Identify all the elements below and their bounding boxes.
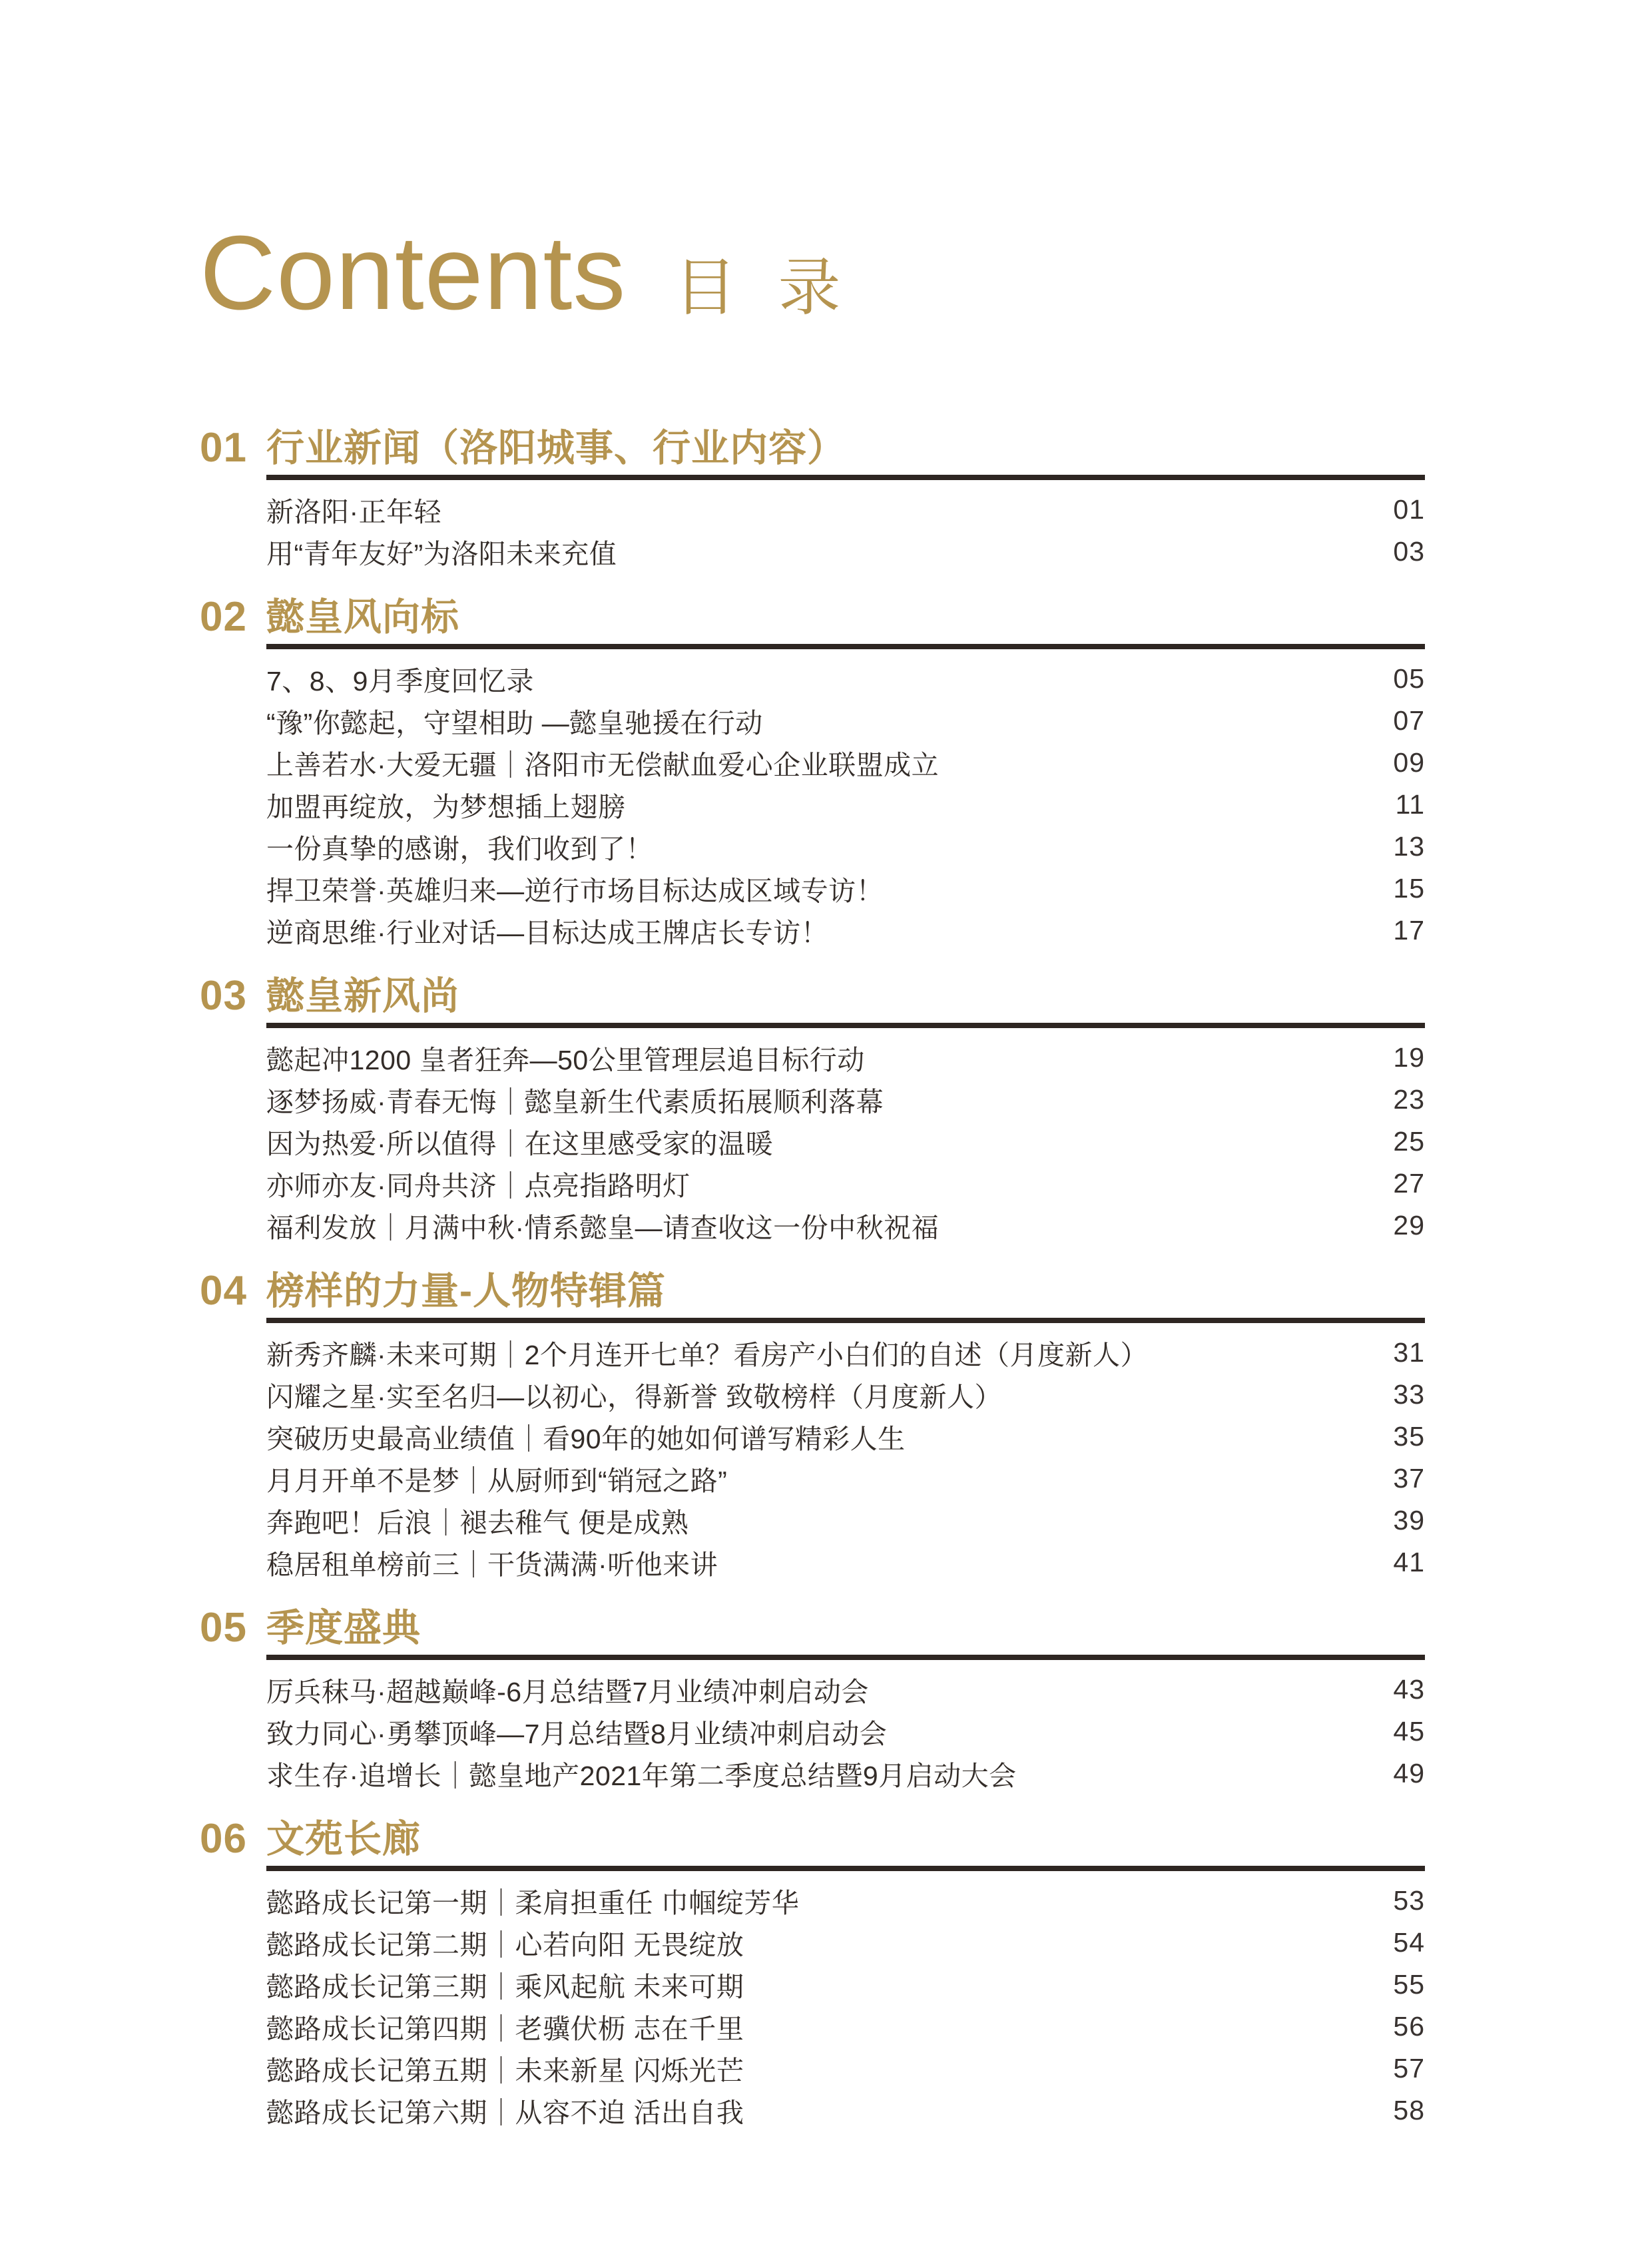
- toc-entry: [266, 1416, 1425, 1458]
- section-divider: [266, 1318, 1425, 1323]
- entry-page-number: 41: [1393, 1547, 1425, 1577]
- toc-entry: [266, 700, 1425, 742]
- entry-title: 逆商思维·行业对话—目标达成王牌店长专访！: [266, 918, 829, 948]
- section-heading: [200, 594, 1425, 640]
- toc-entry: [266, 742, 1425, 784]
- toc-sections: [200, 427, 1425, 2131]
- entry-title: 因为热爱·所以值得｜在这里感受家的温暖: [266, 1129, 774, 1159]
- section-heading: [200, 1607, 1425, 1649]
- toc-entry: [266, 1037, 1425, 1079]
- toc-section: [200, 1607, 1425, 1795]
- toc-entry: [266, 1964, 1425, 2006]
- section-items: [266, 658, 1425, 952]
- section-number: 02: [200, 594, 247, 640]
- toc-entry: [266, 1711, 1425, 1753]
- entry-title: 上善若水·大爱无疆｜洛阳市无偿献血爱心企业联盟成立: [266, 750, 940, 780]
- entry-page-number: 39: [1393, 1505, 1425, 1536]
- section-heading: [200, 427, 1425, 469]
- entry-title: “豫”你懿起，守望相助 —懿皇驰援在行动: [266, 708, 763, 738]
- page-title: [200, 214, 1425, 332]
- section-title: 行业新闻（洛阳城事、行业内容）: [266, 427, 846, 469]
- entry-page-number: 27: [1393, 1168, 1425, 1199]
- entry-page-number: 23: [1393, 1084, 1425, 1115]
- entry-title: 懿路成长记第六期｜从容不迫 活出自我: [266, 2098, 744, 2128]
- entry-title: 用“青年友好”为洛阳未来充值: [266, 539, 617, 569]
- toc-entry: [266, 1121, 1425, 1163]
- entry-page-number: 25: [1393, 1126, 1425, 1157]
- entry-title: 稳居租单榜前三｜干货满满·听他来讲: [266, 1549, 718, 1580]
- entry-title: 闪耀之星·实至名归—以初心，得新誉 致敬榜样（月度新人）: [266, 1382, 1003, 1412]
- section-title: 懿皇风向标: [266, 596, 459, 639]
- toc-header: [200, 214, 1425, 332]
- toc-entry: [266, 1079, 1425, 1121]
- entry-page-number: 56: [1393, 2011, 1425, 2042]
- section-items: [266, 1669, 1425, 1795]
- section-items: [266, 1332, 1425, 1583]
- entry-page-number: 15: [1393, 873, 1425, 904]
- section-divider: [266, 475, 1425, 480]
- entry-page-number: 43: [1393, 1674, 1425, 1705]
- toc-entry: [266, 1500, 1425, 1541]
- entry-page-number: 54: [1393, 1927, 1425, 1958]
- entry-title: 突破历史最高业绩值｜看90年的她如何谱写精彩人生: [266, 1424, 906, 1454]
- toc-entry: [266, 1541, 1425, 1583]
- entry-page-number: 19: [1393, 1042, 1425, 1073]
- toc-entry: [266, 1205, 1425, 1247]
- toc-entry: [266, 784, 1425, 826]
- entry-page-number: 58: [1393, 2095, 1425, 2125]
- toc-entry: [266, 531, 1425, 573]
- section-title: 季度盛典: [266, 1607, 421, 1649]
- entry-title: 厉兵秣马·超越巅峰-6月总结暨7月业绩冲刺启动会: [266, 1677, 869, 1707]
- toc-entry: [266, 1458, 1425, 1500]
- entry-title: 逐梦扬威·青春无悔｜懿皇新生代素质拓展顺利落幕: [266, 1087, 884, 1117]
- toc-entry: [266, 910, 1425, 952]
- page-title-english: Contents: [200, 214, 627, 332]
- toc-entry: [266, 868, 1425, 910]
- section-items: [266, 489, 1425, 573]
- entry-title: 福利发放｜月满中秋·情系懿皇—请查收这一份中秋祝福: [266, 1213, 940, 1243]
- toc-entry: [266, 658, 1425, 700]
- entry-title: 月月开单不是梦｜从厨师到“销冠之路”: [266, 1466, 728, 1496]
- toc-entry: [266, 2048, 1425, 2090]
- section-title: 文苑长廊: [266, 1818, 421, 1860]
- entry-page-number: 07: [1393, 705, 1425, 736]
- section-divider: [266, 644, 1425, 649]
- section-items: [266, 1880, 1425, 2131]
- toc-section: [200, 1816, 1425, 2131]
- entry-page-number: 01: [1393, 494, 1425, 525]
- toc-entry: [266, 1922, 1425, 1964]
- toc-entry: [266, 1332, 1425, 1374]
- section-heading: [200, 1816, 1425, 1862]
- entry-page-number: 11: [1395, 789, 1425, 820]
- entry-page-number: 31: [1393, 1337, 1425, 1368]
- section-number: 01: [200, 425, 247, 471]
- entry-title: 奔跑吧！后浪｜褪去稚气 便是成熟: [266, 1508, 689, 1538]
- toc-section: [200, 594, 1425, 952]
- entry-page-number: 35: [1393, 1421, 1425, 1452]
- entry-page-number: 37: [1393, 1463, 1425, 1494]
- entry-page-number: 13: [1393, 831, 1425, 862]
- entry-title: 懿路成长记第四期｜老骥伏枥 志在千里: [266, 2014, 744, 2044]
- toc-section: [200, 973, 1425, 1247]
- section-title: 懿皇新风尚: [266, 975, 459, 1017]
- entry-title: 懿路成长记第一期｜柔肩担重任 巾帼绽芳华: [266, 1888, 800, 1918]
- entry-page-number: 57: [1393, 2053, 1425, 2084]
- entry-title: 加盟再绽放，为梦想插上翅膀: [266, 792, 626, 822]
- entry-page-number: 55: [1393, 1969, 1425, 2000]
- entry-title: 新秀齐麟·未来可期｜2个月连开七单？看房产小白们的自述（月度新人）: [266, 1340, 1148, 1370]
- toc-entry: [266, 1374, 1425, 1416]
- entry-title: 懿路成长记第五期｜未来新星 闪烁光芒: [266, 2056, 744, 2086]
- toc-entry: [266, 1669, 1425, 1711]
- entry-page-number: 53: [1393, 1885, 1425, 1916]
- entry-title: 一份真挚的感谢，我们收到了！: [266, 834, 653, 864]
- toc-entry: [266, 489, 1425, 531]
- entry-page-number: 09: [1393, 747, 1425, 778]
- toc-entry: [266, 1163, 1425, 1205]
- toc-entry: [266, 2006, 1425, 2048]
- entry-page-number: 03: [1393, 536, 1425, 567]
- entry-title: 捍卫荣誉·英雄归来—逆行市场目标达成区域专访！: [266, 876, 884, 906]
- section-divider: [266, 1866, 1425, 1871]
- entry-title: 7、8、9月季度回忆录: [266, 666, 534, 697]
- page-title-chinese: 目 录: [674, 252, 844, 322]
- section-number: 04: [200, 1268, 247, 1314]
- section-number: 03: [200, 973, 247, 1019]
- entry-title: 新洛阳·正年轻: [266, 497, 442, 527]
- section-heading: [200, 973, 1425, 1019]
- toc-section: [200, 1270, 1425, 1583]
- toc-entry: [266, 2090, 1425, 2131]
- section-divider: [266, 1023, 1425, 1028]
- entry-page-number: 33: [1393, 1379, 1425, 1410]
- entry-page-number: 29: [1393, 1210, 1425, 1241]
- section-number: 05: [200, 1605, 247, 1651]
- entry-title: 亦师亦友·同舟共济｜点亮指路明灯: [266, 1171, 690, 1201]
- entry-title: 求生存·追增长｜懿皇地产2021年第二季度总结暨9月启动大会: [266, 1761, 1017, 1791]
- entry-title: 致力同心·勇攀顶峰—7月总结暨8月业绩冲刺启动会: [266, 1719, 888, 1749]
- section-heading: [200, 1270, 1425, 1312]
- entry-page-number: 45: [1393, 1716, 1425, 1747]
- section-number: 06: [200, 1816, 247, 1862]
- entry-title: 懿路成长记第三期｜乘风起航 未来可期: [266, 1972, 744, 2002]
- toc-section: [200, 427, 1425, 573]
- section-items: [266, 1037, 1425, 1247]
- section-title: 榜样的力量-人物特辑篇: [266, 1270, 666, 1312]
- entry-title: 懿起冲1200 皇者狂奔—50公里管理层追目标行动: [266, 1045, 865, 1075]
- entry-title: 懿路成长记第二期｜心若向阳 无畏绽放: [266, 1930, 744, 1960]
- entry-page-number: 49: [1393, 1758, 1425, 1789]
- toc-entry: [266, 826, 1425, 868]
- entry-page-number: 05: [1393, 663, 1425, 694]
- toc-content: [200, 214, 1425, 2131]
- entry-page-number: 17: [1393, 915, 1425, 946]
- section-divider: [266, 1655, 1425, 1660]
- toc-entry: [266, 1753, 1425, 1795]
- toc-entry: [266, 1880, 1425, 1922]
